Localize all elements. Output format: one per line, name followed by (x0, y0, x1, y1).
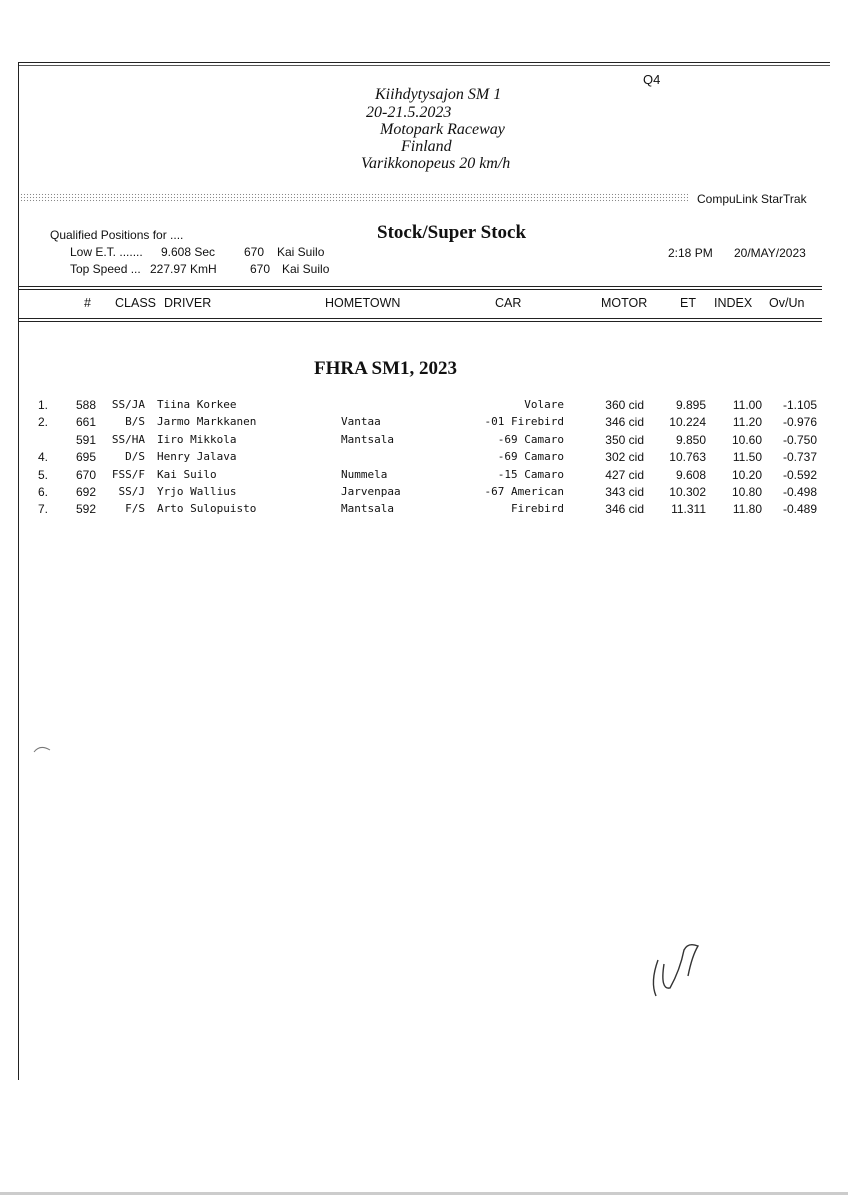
cell-et: 11.311 (671, 502, 706, 517)
cell-pos: 7. (38, 502, 49, 517)
print-time: 2:18 PM (668, 246, 713, 260)
cell-ovun: -0.737 (782, 450, 817, 465)
cell-car: Firebird (511, 502, 564, 516)
cell-hometown: Vantaa (341, 415, 381, 429)
cell-num: 670 (76, 467, 97, 482)
top-speed-driver: Kai Suilo (282, 262, 330, 276)
cell-num: 591 (76, 432, 97, 447)
top-speed-value: 227.97 KmH (150, 262, 217, 276)
cell-driver: Iiro Mikkola (157, 432, 237, 446)
cell-driver: Jarmo Markkanen (157, 415, 257, 429)
low-et-label: Low E.T. ....... (70, 245, 143, 259)
cell-hometown: Mantsala (341, 432, 394, 446)
cell-et: 10.763 (669, 450, 706, 465)
cell-ovun: -1.105 (782, 398, 817, 412)
cell-index: 10.60 (731, 432, 762, 447)
top-border-inner (18, 65, 830, 66)
cell-driver: Yrjo Wallius (157, 485, 237, 498)
table-row (0, 433, 848, 450)
table-row (0, 502, 848, 519)
cell-class: SS/J (118, 485, 145, 498)
col-et: ET (680, 296, 696, 310)
table-row (0, 415, 848, 432)
top-speed-label: Top Speed ... (70, 262, 141, 276)
left-border (18, 62, 19, 1080)
event-title: FHRA SM1, 2023 (314, 358, 458, 379)
bottom-edge (0, 1192, 848, 1195)
cell-index: 11.20 (732, 415, 762, 430)
cell-et: 9.850 (675, 432, 706, 447)
cell-class: F/S (125, 502, 145, 516)
cell-motor: 343 cid (605, 485, 644, 499)
cell-motor: 360 cid (605, 398, 644, 412)
header-rule-bottom (18, 318, 822, 319)
dotted-band (20, 193, 688, 203)
table-row (0, 468, 848, 485)
cell-car: -01 Firebird (484, 415, 564, 429)
cell-index: 11.50 (732, 450, 762, 465)
cell-motor: 346 cid (605, 502, 644, 517)
col-class: CLASS (115, 296, 156, 310)
table-row (0, 450, 848, 467)
cell-car: -69 Camaro (497, 432, 564, 446)
event-dates: 20-21.5.2023 (366, 104, 452, 121)
cell-et: 10.224 (669, 415, 706, 430)
cell-class: B/S (125, 415, 145, 429)
cell-class: D/S (125, 450, 145, 464)
cell-index: 11.00 (732, 398, 762, 412)
cell-ovun: -0.750 (782, 432, 817, 447)
cell-et: 9.608 (675, 467, 706, 482)
cell-car: -15 Camaro (497, 467, 564, 481)
cell-driver: Henry Jalava (157, 450, 237, 464)
header-rule-bottom2 (18, 321, 822, 322)
col-hometown: HOMETOWN (325, 296, 401, 310)
low-et-driver: Kai Suilo (277, 245, 325, 259)
col-num: # (84, 296, 91, 310)
col-motor: MOTOR (601, 296, 648, 310)
event-name: Kiihdytysajon SM 1 (375, 86, 502, 103)
cell-num: 695 (76, 450, 97, 465)
page-code: Q4 (643, 72, 661, 87)
cell-hometown: Jarvenpaa (341, 485, 401, 498)
cell-class: SS/HA (111, 432, 145, 446)
cell-ovun: -0.498 (782, 485, 817, 499)
cell-et: 10.302 (669, 485, 706, 499)
cell-index: 10.20 (731, 467, 762, 482)
cell-num: 592 (76, 502, 97, 517)
cell-driver: Arto Sulopuisto (157, 502, 257, 516)
event-pit-speed: Varikkonopeus 20 km/h (361, 155, 511, 172)
table-row (0, 398, 848, 415)
cell-class: SS/JA (111, 398, 145, 411)
cell-motor: 302 cid (605, 450, 644, 465)
cell-class: FSS/F (111, 467, 145, 481)
cell-driver: Tiina Korkee (157, 398, 237, 411)
event-country: Finland (401, 138, 452, 155)
event-venue: Motopark Raceway (380, 121, 505, 138)
cell-num: 692 (76, 485, 97, 499)
pen-mark (32, 742, 56, 756)
print-date: 20/MAY/2023 (734, 246, 806, 260)
cell-hometown: Nummela (341, 467, 388, 481)
table-row (0, 485, 848, 502)
col-driver: DRIVER (164, 296, 212, 310)
qualified-title: Qualified Positions for .... (50, 228, 184, 242)
cell-motor: 350 cid (605, 432, 644, 447)
cell-pos: 6. (38, 485, 49, 499)
cell-pos: 4. (38, 450, 49, 465)
top-speed-car: 670 (250, 262, 271, 276)
cell-pos: 5. (38, 467, 49, 482)
top-border (18, 62, 830, 63)
cell-pos: 2. (38, 415, 49, 430)
col-index: INDEX (714, 296, 753, 310)
cell-car: -67 American (484, 485, 564, 498)
col-ovun: Ov/Un (769, 296, 805, 310)
cell-num: 661 (76, 415, 97, 430)
cell-car: Volare (524, 398, 564, 411)
cell-ovun: -0.489 (782, 502, 817, 517)
signature (640, 930, 720, 1010)
cell-index: 10.80 (731, 485, 762, 499)
cell-num: 588 (76, 398, 97, 412)
low-et-value: 9.608 Sec (161, 245, 216, 259)
cell-motor: 427 cid (605, 467, 644, 482)
cell-et: 9.895 (675, 398, 706, 412)
header-rule-top (18, 286, 822, 287)
cell-ovun: -0.592 (782, 467, 817, 482)
cell-ovun: -0.976 (782, 415, 817, 430)
cell-car: -69 Camaro (497, 450, 564, 464)
cell-motor: 346 cid (605, 415, 644, 430)
cell-pos: 1. (38, 398, 49, 412)
category-title: Stock/Super Stock (377, 222, 527, 243)
header-rule-top2 (18, 289, 822, 290)
low-et-car: 670 (244, 245, 265, 259)
cell-index: 11.80 (732, 502, 762, 517)
cell-hometown: Mantsala (341, 502, 394, 516)
cell-driver: Kai Suilo (157, 467, 217, 481)
col-car: CAR (495, 296, 522, 310)
timing-system-label: CompuLink StarTrak (697, 192, 807, 206)
